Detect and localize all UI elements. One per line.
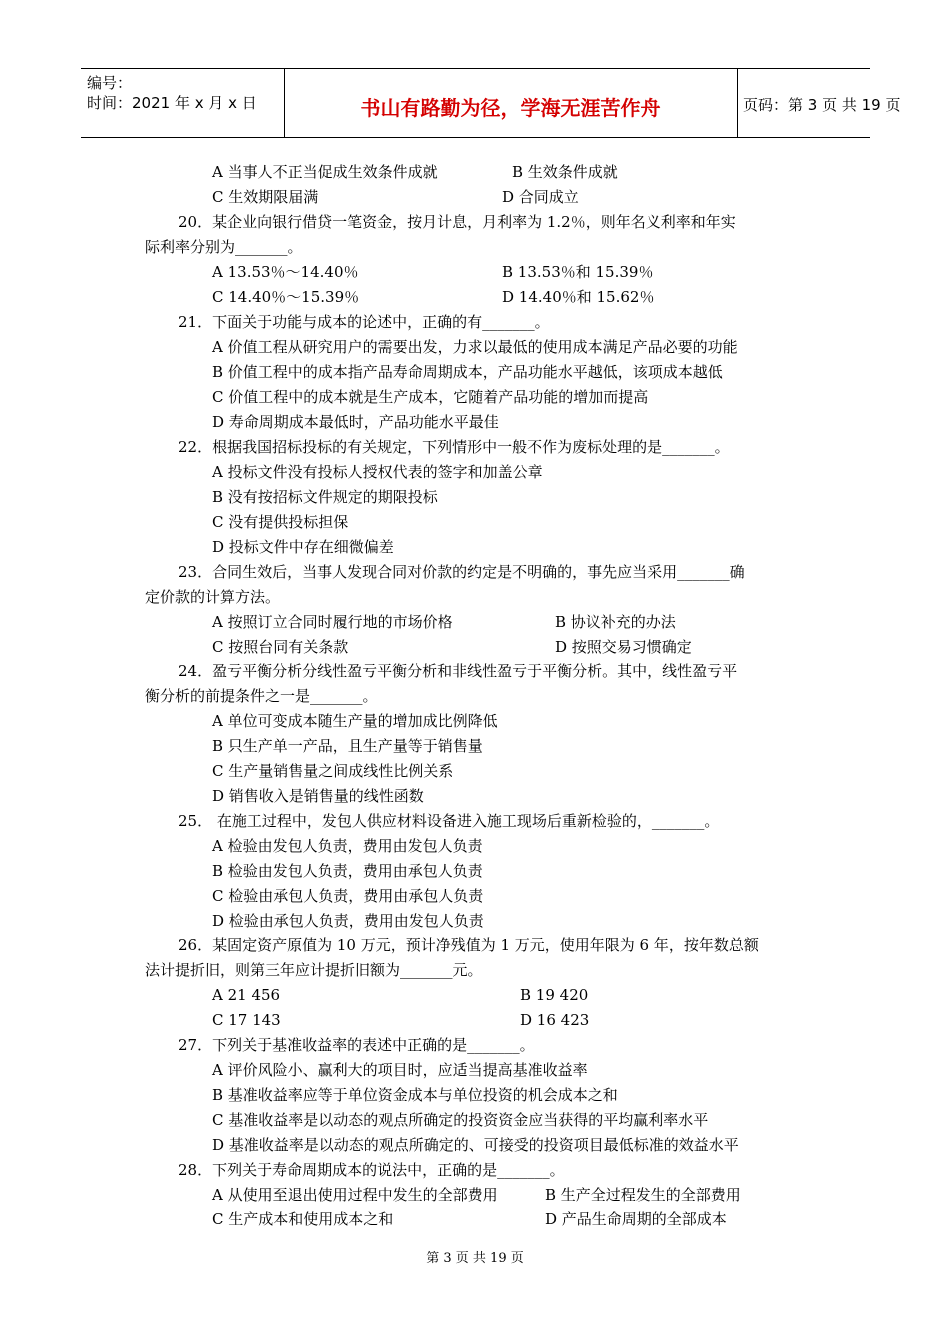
option-line: A 投标文件没有投标人授权代表的签字和加盖公章 xyxy=(212,463,543,481)
option-line: B 协议补充的办法 xyxy=(555,613,676,631)
option-line: A 当事人不正当促成生效条件成就 xyxy=(212,163,438,181)
option-line: C 按照台同有关条款 xyxy=(212,638,349,656)
question-text: 24．盈亏平衡分析分线性盈亏平衡分析和非线性盈亏于平衡分析。其中，线性盈亏平 xyxy=(178,662,738,680)
option-line: D 检验由承包人负责，费用由发包人负责 xyxy=(212,912,484,930)
option-line: B 生产全过程发生的全部费用 xyxy=(545,1186,741,1204)
question-text: 28．下列关于寿命周期成本的说法中，正确的是_______。 xyxy=(178,1161,565,1179)
question-text: 25． 在施工过程中，发包人供应材料设备进入施工现场后重新检验的，_______。 xyxy=(178,812,720,830)
option-line: B 价值工程中的成本指产品寿命周期成本，产品功能水平越低，该项成本越低 xyxy=(212,363,723,381)
option-line: C 没有提供投标担保 xyxy=(212,513,349,531)
option-line: C 17 143 xyxy=(212,1011,281,1029)
header-left-cell xyxy=(81,69,285,137)
option-line: D 寿命周期成本最低时，产品功能水平最佳 xyxy=(212,413,499,431)
option-line: C 价值工程中的成本就是生产成本，它随着产品功能的增加而提高 xyxy=(212,388,649,406)
option-line: A 评价风险小、赢利大的项目时，应适当提高基准收益率 xyxy=(212,1061,588,1079)
option-line: D 投标文件中存在细微偏差 xyxy=(212,538,394,556)
question-text: 法计提折旧，则第三年应计提折旧额为_______元。 xyxy=(145,961,483,979)
question-text: 际利率分别为_______。 xyxy=(145,238,303,256)
option-line: D 16 423 xyxy=(520,1011,590,1029)
option-line: D 14.40％和 15.62％ xyxy=(502,288,655,306)
option-line: A 按照订立合同时履行地的市场价格 xyxy=(212,613,453,631)
question-text: 22．根据我国招标投标的有关规定，下列情形中一般不作为废标处理的是_______。 xyxy=(178,438,730,456)
option-line: C 生产量销售量之间成线性比例关系 xyxy=(212,762,454,780)
page-header xyxy=(81,68,901,138)
option-line: A 单位可变成本随生产量的增加成比例降低 xyxy=(212,712,498,730)
option-line: D 产品生命周期的全部成本 xyxy=(545,1210,727,1228)
option-line: C 基准收益率是以动态的观点所确定的投资资金应当获得的平均赢利率水平 xyxy=(212,1111,709,1129)
question-text: 定价款的计算方法。 xyxy=(145,588,281,606)
option-line: A 21 456 xyxy=(212,986,281,1004)
option-line: A 检验由发包人负责，费用由发包人负责 xyxy=(212,837,483,855)
page-footer: 第 3 页 共 19 页 xyxy=(426,1251,524,1266)
option-line: D 销售收入是销售量的线性函数 xyxy=(212,787,424,805)
option-line: A 13.53％～14.40％ xyxy=(212,263,359,281)
question-text: 20．某企业向银行借贷一笔资金，按月计息，月利率为 1.2％，则年名义利率和年实 xyxy=(178,213,736,231)
option-line: B 检验由发包人负责，费用由承包人负责 xyxy=(212,862,483,880)
option-line: B 只生产单一产品，且生产量等于销售量 xyxy=(212,737,483,755)
question-text: 26．某固定资产原值为 10 万元，预计净残值为 1 万元，使用年限为 6 年，按年数总额 xyxy=(178,936,759,954)
document-number-label: 编号： xyxy=(87,74,133,92)
option-line: B 生效条件成就 xyxy=(512,163,618,181)
page-number-info: 页码：第 3 页 共 19 页 xyxy=(743,96,901,114)
option-line: D 按照交易习惯确定 xyxy=(555,638,692,656)
option-line: B 基准收益率应等于单位资金成本与单位投资的机会成本之和 xyxy=(212,1086,618,1104)
option-line: B 13.53％和 15.39％ xyxy=(502,263,654,281)
question-text: 23．合同生效后，当事人发现合同对价款的约定是不明确的，事先应当采用_______确 xyxy=(178,563,745,581)
option-line: C 检验由承包人负责，费用由承包人负责 xyxy=(212,887,484,905)
option-line: A 价值工程从研究用户的需要出发，力求以最低的使用成本满足产品必要的功能 xyxy=(212,338,738,356)
header-motto: 书山有路勤为径，学海无涯苦作舟 xyxy=(360,96,661,120)
option-line: C 生产成本和使用成本之和 xyxy=(212,1210,394,1228)
document-date: 时间：2021 年 x 月 x 日 xyxy=(87,94,257,112)
option-line: D 合同成立 xyxy=(502,188,579,206)
option-line: B 没有按招标文件规定的期限投标 xyxy=(212,488,438,506)
option-line: A 从使用至退出使用过程中发生的全部费用 xyxy=(212,1186,498,1204)
question-text: 21．下面关于功能与成本的论述中，正确的有_______。 xyxy=(178,313,550,331)
question-text: 衡分析的前提条件之一是_______。 xyxy=(145,687,378,705)
option-line: D 基准收益率是以动态的观点所确定的、可接受的投资项目最低标准的效益水平 xyxy=(212,1136,739,1154)
question-text: 27．下列关于基准收益率的表述中正确的是_______。 xyxy=(178,1036,535,1054)
option-line: B 19 420 xyxy=(520,986,589,1004)
header-right-cell xyxy=(737,69,901,137)
option-line: C 14.40％～15.39％ xyxy=(212,288,360,306)
header-middle-cell xyxy=(284,69,738,137)
option-line: C 生效期限届满 xyxy=(212,188,319,206)
